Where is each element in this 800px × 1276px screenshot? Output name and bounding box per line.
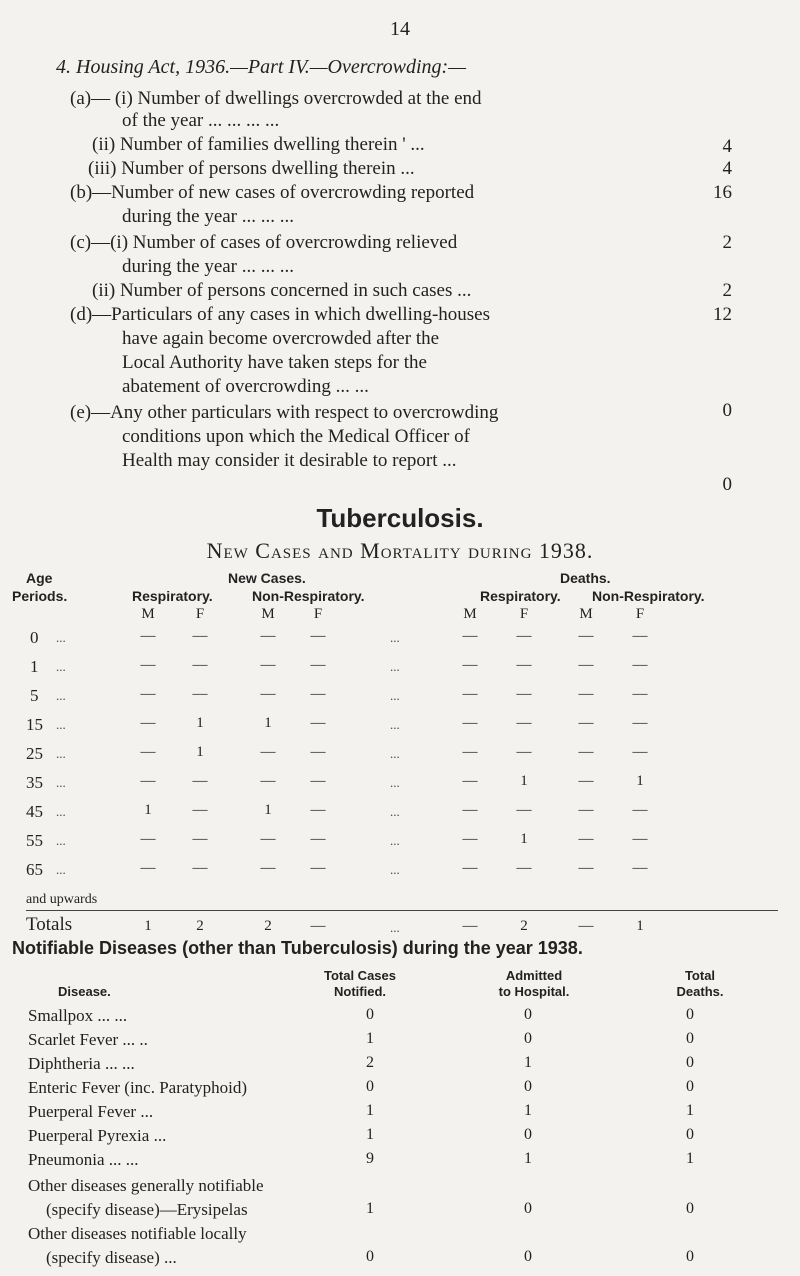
housing-value: 2 xyxy=(722,232,732,253)
tb-periods-label: Periods. xyxy=(12,588,68,604)
tb-cell: — xyxy=(462,686,478,702)
tb-cell: — xyxy=(260,860,276,876)
tb-total-cell: 2 xyxy=(520,918,528,934)
housing-line: Local Authority have taken steps for the xyxy=(122,352,427,373)
tb-age: 1 xyxy=(30,657,39,676)
tb-cell: — xyxy=(578,686,594,702)
tb-leader-dots: ... xyxy=(56,746,66,761)
disease-deaths: 1 xyxy=(686,1150,694,1167)
tb-totals-label: Totals xyxy=(26,914,73,935)
tb-leader-dots: ... xyxy=(56,775,66,790)
tb-deaths-label: Deaths. xyxy=(560,570,611,586)
housing-line: abatement of overcrowding ... ... xyxy=(122,376,369,397)
tb-leader-dots: ... xyxy=(390,775,400,790)
disease-cases: 1 xyxy=(366,1030,374,1047)
housing-line: (b)—Number of new cases of overcrowding reported xyxy=(70,182,475,203)
tb-cell: — xyxy=(632,657,648,673)
housing-value: 0 xyxy=(722,474,732,495)
tb-cell: 1 xyxy=(520,773,528,789)
col-cases-head: Total Cases xyxy=(323,968,396,983)
tb-leader-dots: ... xyxy=(56,862,66,877)
tb-age: 5 xyxy=(30,686,39,705)
housing-line: (a)— (i) Number of dwellings overcrowded at the end xyxy=(70,88,482,109)
tb-cell: — xyxy=(516,744,532,760)
tb-sex-header: F xyxy=(635,606,645,622)
tb-cell: — xyxy=(462,860,478,876)
housing-line: conditions upon which the Medical Officer of xyxy=(122,426,470,447)
tb-leader-dots: ... xyxy=(390,717,400,732)
tb-cell: — xyxy=(632,686,648,702)
disease-cases: 2 xyxy=(366,1054,374,1071)
tb-cell: — xyxy=(310,773,326,789)
disease-hosp: 1 xyxy=(524,1150,532,1167)
tb-cell: — xyxy=(462,628,478,644)
disease-hosp: 0 xyxy=(524,1078,532,1095)
tb-cell: — xyxy=(578,773,594,789)
tb-cell: — xyxy=(140,628,156,644)
tb-cell: — xyxy=(578,715,594,731)
tb-age: 15 xyxy=(26,715,43,734)
page-number: 14 xyxy=(390,18,410,40)
disease-hosp: 1 xyxy=(524,1054,532,1071)
tb-cell: — xyxy=(260,628,276,644)
housing-value: 4 xyxy=(722,158,732,179)
housing-line: Health may consider it desirable to report ... xyxy=(122,450,457,471)
tb-cell: — xyxy=(578,657,594,673)
tb-cell: — xyxy=(632,715,648,731)
tb-age: 45 xyxy=(26,802,43,821)
housing-value: 4 xyxy=(722,136,732,157)
tb-sex-header: M xyxy=(579,606,593,622)
tb-cell: 1 xyxy=(264,802,272,818)
col-hospital-head: to Hospital. xyxy=(498,984,570,999)
tb-cell: — xyxy=(310,686,326,702)
disease-deaths: 0 xyxy=(686,1054,694,1071)
other-general-value: 1 xyxy=(366,1200,374,1217)
tb-cell: — xyxy=(632,628,648,644)
disease-name: Enteric Fever (inc. Paratyphoid) xyxy=(28,1078,248,1097)
tb-cell: — xyxy=(310,744,326,760)
tb-cell: 1 xyxy=(196,744,204,760)
housing-line: have again become overcrowded after the xyxy=(122,328,440,349)
tb-cell: — xyxy=(140,715,156,731)
tb-cell: — xyxy=(140,773,156,789)
tb-cell: — xyxy=(462,715,478,731)
tb-cell: — xyxy=(310,802,326,818)
disease-name: Puerperal Pyrexia ... xyxy=(28,1126,167,1145)
housing-line: during the year ... ... ... xyxy=(122,256,295,277)
disease-deaths: 1 xyxy=(686,1102,694,1119)
housing-value: 0 xyxy=(722,400,732,421)
tb-cell: — xyxy=(310,628,326,644)
tb-cell: — xyxy=(516,686,532,702)
tb-cell: — xyxy=(310,657,326,673)
col-disease-head: Disease. xyxy=(58,984,111,999)
tb-cell: 1 xyxy=(196,715,204,731)
disease-hosp: 0 xyxy=(524,1030,532,1047)
other-general-line: Other diseases generally notifiable xyxy=(28,1176,264,1195)
tb-sex-header: F xyxy=(519,606,529,622)
tb-total-cell: 1 xyxy=(144,918,152,934)
tb-leader-dots: ... xyxy=(390,659,400,674)
tb-cell: — xyxy=(192,860,208,876)
housing-line: (ii) Number of persons concerned in such cases ... xyxy=(92,280,472,301)
other-local-line: Other diseases notifiable locally xyxy=(28,1224,247,1243)
tb-cell: — xyxy=(192,773,208,789)
housing-line: (ii) Number of families dwelling therein ' ... xyxy=(92,134,425,155)
tb-cell: 1 xyxy=(144,802,152,818)
tb-cell: — xyxy=(462,831,478,847)
disease-name: Diphtheria ... ... xyxy=(28,1054,135,1073)
tb-leader-dots: ... xyxy=(56,688,66,703)
tb-nonresp-label: Non-Respiratory. xyxy=(252,588,365,604)
housing-heading: 4. Housing Act, 1936.—Part IV.—Overcrowding:— xyxy=(56,56,466,78)
tb-cell: — xyxy=(578,628,594,644)
housing-line: of the year ... ... ... ... xyxy=(122,110,280,131)
tb-age: 25 xyxy=(26,744,43,763)
tb-totals-rule xyxy=(26,910,778,911)
tb-cell: — xyxy=(192,831,208,847)
disease-name: Scarlet Fever ... .. xyxy=(28,1030,148,1049)
housing-line: (d)—Particulars of any cases in which dwelling-houses xyxy=(70,304,491,325)
other-local-value: 0 xyxy=(524,1248,532,1265)
other-general-value: 0 xyxy=(686,1200,694,1217)
tb-cell: — xyxy=(192,628,208,644)
disease-cases: 0 xyxy=(366,1078,374,1095)
tb-age-label: Age xyxy=(26,570,53,586)
tb-cell: — xyxy=(192,657,208,673)
tb-leader-dots: ... xyxy=(56,659,66,674)
tb-sex-header: M xyxy=(141,606,155,622)
col-hospital-head: Admitted xyxy=(505,968,563,983)
tb-sex-header: F xyxy=(313,606,323,622)
tb-cell: — xyxy=(140,686,156,702)
tb-age: 55 xyxy=(26,831,43,850)
disease-hosp: 0 xyxy=(524,1126,532,1143)
tb-cell: — xyxy=(578,860,594,876)
tb-age: 0 xyxy=(30,628,39,647)
disease-cases: 9 xyxy=(366,1150,374,1167)
tb-cell: — xyxy=(632,831,648,847)
disease-hosp: 0 xyxy=(524,1006,532,1023)
disease-name: Pneumonia ... ... xyxy=(28,1150,139,1169)
notifiable-title: Notifiable Diseases (other than Tuberculosis) during the year 1938. xyxy=(12,938,583,958)
tb-cell: — xyxy=(462,657,478,673)
tb-leader-dots: ... xyxy=(390,688,400,703)
tb-cell: — xyxy=(140,831,156,847)
col-deaths-head: Deaths. xyxy=(676,984,724,999)
other-local-line: (specify disease) ... xyxy=(46,1248,177,1267)
tb-leader-dots: ... xyxy=(390,630,400,645)
tb-leader-dots: ... xyxy=(390,920,400,935)
tb-cell: — xyxy=(632,802,648,818)
tb-cell: — xyxy=(516,860,532,876)
other-local-value: 0 xyxy=(686,1248,694,1265)
housing-value: 12 xyxy=(713,304,732,325)
tb-total-cell: — xyxy=(578,918,594,934)
tb-resp-label: Respiratory. xyxy=(480,588,561,604)
tb-cell: — xyxy=(260,657,276,673)
tb-age: 65 xyxy=(26,860,43,879)
col-cases-head: Notified. xyxy=(334,984,386,999)
tb-total-cell: 2 xyxy=(196,918,204,934)
tb-cell: 1 xyxy=(520,831,528,847)
tb-cell: — xyxy=(260,686,276,702)
tb-cell: — xyxy=(516,802,532,818)
tb-sex-header: M xyxy=(261,606,275,622)
disease-name: Smallpox ... ... xyxy=(28,1006,128,1025)
other-general-line: (specify disease)—Erysipelas xyxy=(46,1200,248,1219)
tb-cell: — xyxy=(578,802,594,818)
tb-sex-header: F xyxy=(195,606,205,622)
housing-line: during the year ... ... ... xyxy=(122,206,295,227)
disease-cases: 1 xyxy=(366,1126,374,1143)
housing-line: (iii) Number of persons dwelling therein ... xyxy=(88,158,415,179)
tb-cell: — xyxy=(462,744,478,760)
tb-total-cell: 2 xyxy=(264,918,272,934)
disease-name: Puerperal Fever ... xyxy=(28,1102,154,1121)
tb-new-cases-label: New Cases. xyxy=(228,570,306,586)
tb-age: 35 xyxy=(26,773,43,792)
tb-cell: — xyxy=(462,802,478,818)
disease-hosp: 1 xyxy=(524,1102,532,1119)
tb-cell: — xyxy=(516,628,532,644)
other-general-value: 0 xyxy=(524,1200,532,1217)
tb-total-cell: — xyxy=(462,918,478,934)
tb-cell: — xyxy=(310,715,326,731)
tb-cell: — xyxy=(192,686,208,702)
tb-total-cell: 1 xyxy=(636,918,644,934)
tb-nonresp-label: Non-Respiratory. xyxy=(592,588,705,604)
tb-cell: — xyxy=(578,831,594,847)
housing-value: 16 xyxy=(713,182,732,203)
tb-leader-dots: ... xyxy=(56,833,66,848)
tb-cell: — xyxy=(578,744,594,760)
tb-sex-header: M xyxy=(463,606,477,622)
tb-cell: — xyxy=(516,657,532,673)
housing-value: 2 xyxy=(722,280,732,301)
tb-leader-dots: ... xyxy=(390,862,400,877)
tb-cell: — xyxy=(140,657,156,673)
other-local-value: 0 xyxy=(366,1248,374,1265)
tb-leader-dots: ... xyxy=(56,630,66,645)
tb-cell: — xyxy=(632,744,648,760)
col-deaths-head: Total xyxy=(684,968,716,983)
tb-title: Tuberculosis. xyxy=(316,503,484,533)
disease-deaths: 0 xyxy=(686,1030,694,1047)
tb-cell: — xyxy=(192,802,208,818)
tb-cell: 1 xyxy=(264,715,272,731)
tb-cell: 1 xyxy=(636,773,644,789)
tb-leader-dots: ... xyxy=(56,717,66,732)
disease-deaths: 0 xyxy=(686,1006,694,1023)
tb-total-cell: — xyxy=(310,918,326,934)
tb-cell: — xyxy=(516,715,532,731)
tb-cell: — xyxy=(632,860,648,876)
tb-cell: — xyxy=(260,744,276,760)
tb-leader-dots: ... xyxy=(390,746,400,761)
tb-and-upwards: and upwards xyxy=(26,892,98,907)
housing-line: (c)—(i) Number of cases of overcrowding relieved xyxy=(70,232,458,253)
tb-cell: — xyxy=(462,773,478,789)
disease-cases: 1 xyxy=(366,1102,374,1119)
tb-resp-label: Respiratory. xyxy=(132,588,213,604)
tb-leader-dots: ... xyxy=(390,804,400,819)
housing-line: (e)—Any other particulars with respect to overcrowding xyxy=(70,402,499,423)
tb-cell: — xyxy=(260,831,276,847)
tb-subtitle: New Cases and Mortality during 1938. xyxy=(206,538,594,563)
tb-cell: — xyxy=(140,744,156,760)
tb-leader-dots: ... xyxy=(390,833,400,848)
tb-cell: — xyxy=(140,860,156,876)
tb-cell: — xyxy=(310,831,326,847)
disease-deaths: 0 xyxy=(686,1126,694,1143)
tb-cell: — xyxy=(310,860,326,876)
tb-cell: — xyxy=(260,773,276,789)
disease-deaths: 0 xyxy=(686,1078,694,1095)
tb-leader-dots: ... xyxy=(56,804,66,819)
disease-cases: 0 xyxy=(366,1006,374,1023)
